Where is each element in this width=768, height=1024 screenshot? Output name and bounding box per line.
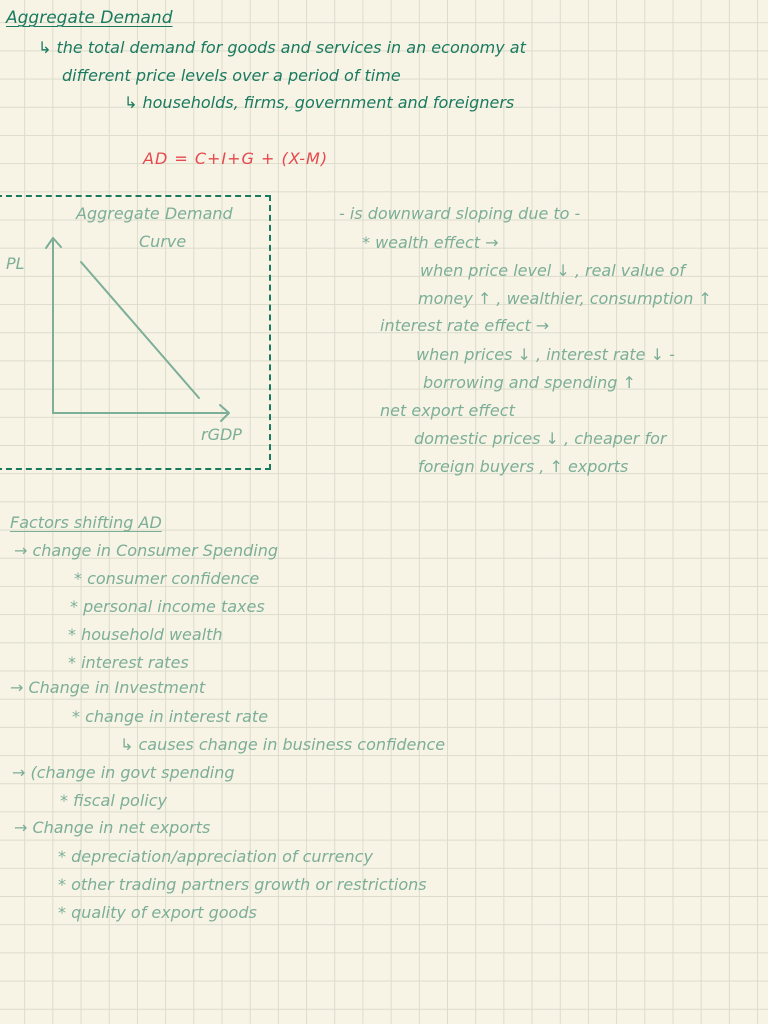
slope-intro: - is downward sloping due to - (339, 204, 581, 223)
definition-line-1: ↳ the total demand for goods and services in an economy at (38, 38, 526, 57)
factors-title: Factors shifting AD (10, 513, 162, 532)
consumer-item-4: * interest rates (68, 653, 189, 672)
ad-curve-line (81, 262, 199, 398)
exports-item-1: * depreciation/appreciation of currency (58, 847, 373, 866)
interest-effect-line-2: borrowing and spending ↑ (423, 373, 636, 392)
govt-item-1: * fiscal policy (60, 791, 167, 810)
y-axis-label: PL (6, 254, 25, 273)
investment-title: → Change in Investment (10, 678, 206, 697)
interest-effect-title: interest rate effect → (380, 316, 550, 335)
definition-line-2: different price levels over a period of time (62, 66, 401, 85)
wealth-effect-line-1: when price level ↓ , real value of (420, 261, 685, 280)
consumer-item-1: * consumer confidence (74, 569, 260, 588)
graph-title-line-2: Curve (139, 232, 187, 251)
govt-spending-title: → (change in govt spending (12, 763, 235, 782)
components-line: ↳ households, firms, government and foreigners (124, 93, 515, 112)
export-effect-title: net export effect (380, 401, 515, 420)
wealth-effect-title: * wealth effect → (362, 233, 499, 252)
exports-item-3: * quality of export goods (58, 903, 257, 922)
graph-title-line-1: Aggregate Demand (76, 204, 233, 223)
x-axis-label: rGDP (201, 425, 242, 444)
page-title: Aggregate Demand (6, 8, 173, 28)
investment-item-1: * change in interest rate (72, 707, 269, 726)
interest-effect-line-1: when prices ↓ , interest rate ↓ - (416, 345, 675, 364)
consumer-item-3: * household wealth (68, 625, 223, 644)
net-exports-title: → Change in net exports (14, 818, 211, 837)
export-effect-line-2: foreign buyers , ↑ exports (418, 457, 629, 476)
investment-sub-item: ↳ causes change in business confidence (120, 735, 446, 754)
exports-item-2: * other trading partners growth or restrictions (58, 875, 427, 894)
export-effect-line-1: domestic prices ↓ , cheaper for (414, 429, 667, 448)
consumer-item-2: * personal income taxes (70, 597, 265, 616)
wealth-effect-line-2: money ↑ , wealthier, consumption ↑ (418, 289, 712, 308)
consumer-spending-title: → change in Consumer Spending (14, 541, 278, 560)
ad-formula: AD = C+I+G + (X-M) (143, 149, 329, 168)
